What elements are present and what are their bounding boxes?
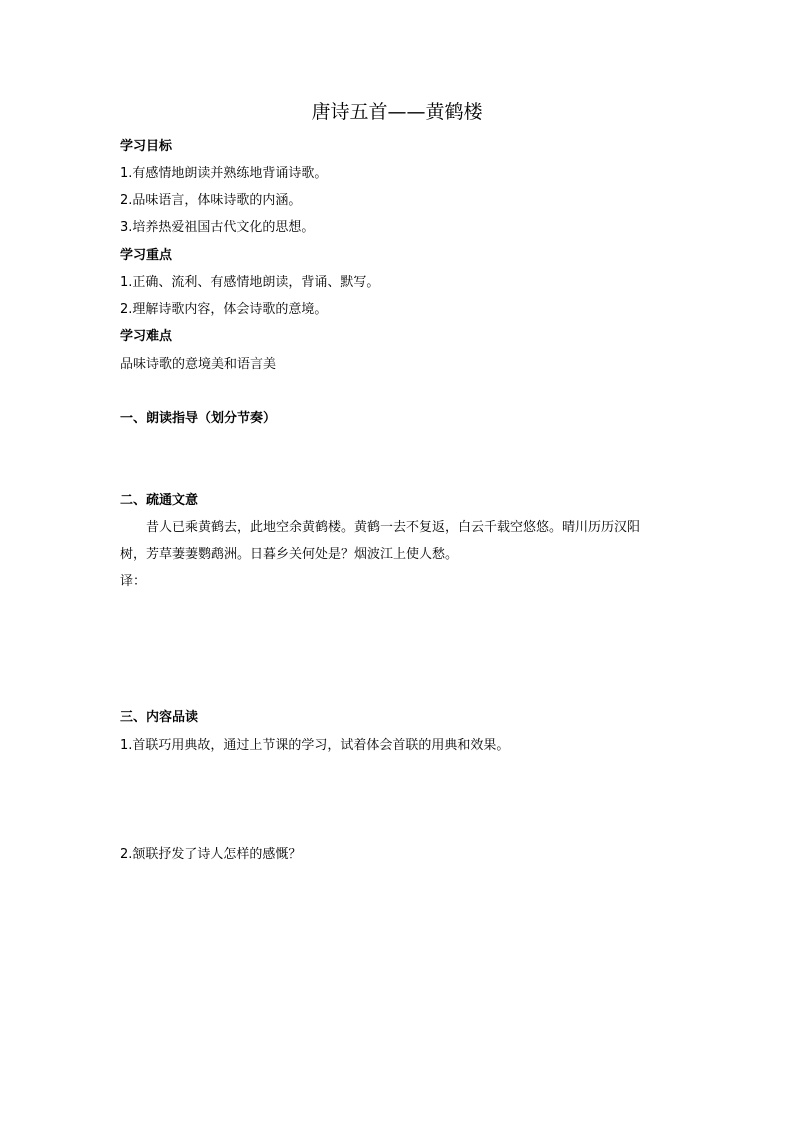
goal-item-2: 2.品味语言，体味诗歌的内涵。 (120, 193, 302, 208)
document-title: 唐诗五首——黄鹤楼 (311, 101, 483, 123)
question-1: 1.首联巧用典故，通过上节课的学习，试着体会首联的用典和效果。 (120, 738, 510, 753)
section2-heading: 二、疏通文意 (120, 493, 199, 508)
section3-heading: 三、内容品读 (120, 710, 199, 725)
difficulties-text: 品味诗歌的意境美和语言美 (120, 357, 277, 372)
key-points-heading: 学习重点 (120, 248, 173, 263)
goal-item-1: 1.有感情地朗读并熟练地背诵诗歌。 (120, 166, 328, 181)
key-point-item-2: 2.理解诗歌内容，体会诗歌的意境。 (120, 302, 328, 317)
goal-item-3: 3.培养热爱祖国古代文化的思想。 (120, 220, 315, 235)
section1-heading: 一、朗读指导（划分节奏） (120, 411, 277, 426)
difficulties-heading: 学习难点 (120, 329, 173, 344)
key-point-item-1: 1.正确、流利、有感情地朗读，背诵、默写。 (120, 275, 380, 290)
poem-line-1: 昔人已乘黄鹤去，此地空余黄鹤楼。黄鹤一去不复返，白云千载空悠悠。晴川历历汉阳 (146, 520, 641, 535)
poem-line-2: 树，芳草萋萋鹦鹉洲。日暮乡关何处是？烟波江上使人愁。 (120, 547, 459, 562)
question-2: 2.颔联抒发了诗人怎样的感慨？ (120, 847, 302, 862)
translation-label: 译： (120, 574, 147, 589)
goals-heading: 学习目标 (120, 139, 173, 154)
